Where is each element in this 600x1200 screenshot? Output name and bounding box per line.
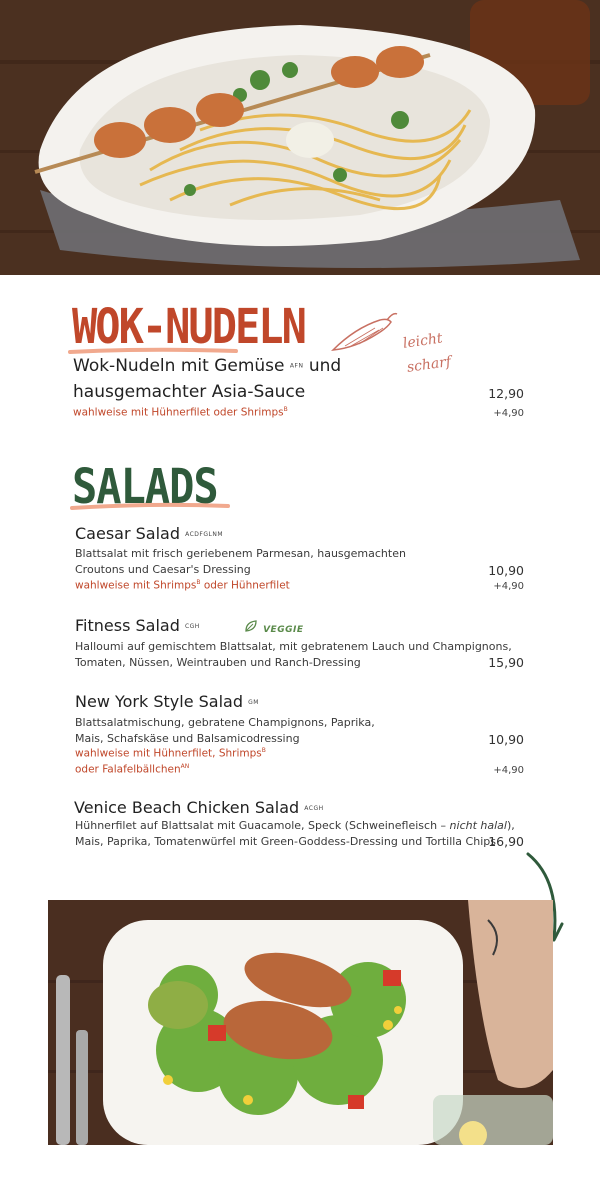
spicy-label-line2: scharf — [406, 353, 453, 376]
veggie-label: VEGGIE — [263, 625, 304, 635]
item-title-text: Caesar Salad — [75, 524, 180, 543]
item-option — [75, 763, 189, 776]
item-description: Mais, Schafskäse und Balsamicodressing — [75, 732, 300, 745]
option-price: +4,90 — [493, 581, 524, 592]
option-sup: B — [283, 406, 288, 413]
item-price: 10,90 — [488, 732, 524, 747]
item-title-part: und — [308, 356, 342, 376]
desc-text: Hühnerfilet auf Blattsalat mit Guacamole, Speck (Schweinefleisch – — [75, 819, 450, 832]
item-price: 16,90 — [488, 834, 524, 849]
option-text: oder Hühnerfilet — [200, 579, 290, 592]
item-description: Blattsalat mit frisch geriebenem Parmesan, hausgemachten — [75, 547, 406, 560]
item-title-text: New York Style Salad — [75, 692, 243, 711]
spicy-label-line1: leicht — [402, 330, 444, 352]
option-sup: AN — [180, 763, 190, 770]
item-option — [75, 579, 290, 592]
allergen-codes: CGH — [184, 623, 200, 630]
item-option — [75, 747, 266, 760]
item-title-text: Fitness Salad — [75, 616, 180, 635]
option-price: +4,90 — [493, 765, 524, 776]
option-sup: B — [261, 747, 266, 754]
option-text: wahlweise mit Hühnerfilet, Shrimps — [75, 747, 262, 760]
photo-chicken-salad — [48, 900, 553, 1145]
photo-wok-noodles — [0, 0, 600, 275]
option-sup: B — [196, 579, 201, 586]
item-price: 10,90 — [488, 563, 524, 578]
chili-icon — [325, 308, 400, 362]
item-price: 12,90 — [488, 386, 524, 401]
allergen-codes: ACGH — [304, 805, 324, 812]
allergen-codes: GM — [248, 699, 259, 706]
menu-item-title — [75, 524, 223, 543]
item-title-part: Wok-Nudeln mit Gemüse — [73, 356, 285, 376]
menu-item-title — [75, 616, 200, 635]
item-description: Halloumi auf gemischtem Blattsalat, mit gebratenem Lauch und Champignons, — [75, 640, 512, 653]
item-option — [73, 406, 288, 419]
leaf-icon — [244, 618, 258, 637]
allergen-codes: ACDFGLNM — [185, 531, 224, 538]
item-description: Blattsalatmischung, gebratene Champignons, Paprika, — [75, 716, 375, 729]
item-description: Mais, Paprika, Tomatenwürfel mit Green-Goddess-Dressing und Tortilla Chips — [75, 835, 496, 848]
menu-item-title-line2: hausgemachter Asia-Sauce — [73, 382, 306, 402]
desc-text: ), — [506, 819, 515, 832]
item-title-text: Venice Beach Chicken Salad — [74, 798, 300, 817]
option-text: oder Falafelbällchen — [75, 763, 181, 776]
item-description: Croutons und Caesar's Dressing — [75, 563, 251, 576]
item-description: Tomaten, Nüssen, Weintrauben und Ranch-Dressing — [75, 656, 361, 669]
heading-underline — [70, 496, 230, 506]
item-price: 15,90 — [488, 655, 524, 670]
menu-item-title — [75, 692, 259, 711]
option-text: wahlweise mit Shrimps — [75, 579, 197, 592]
option-price: +4,90 — [493, 408, 524, 419]
section-heading-wok: WOK-NUDELN — [72, 298, 305, 355]
menu-item-title — [73, 356, 341, 376]
option-text: wahlweise mit Hühnerfilet oder Shrimps — [73, 406, 284, 419]
desc-italic: nicht halal — [449, 819, 507, 832]
section-heading-salads: SALADS — [72, 458, 218, 515]
veggie-badge — [244, 617, 303, 637]
allergen-codes: AFN — [289, 362, 304, 370]
item-description — [75, 818, 515, 834]
heading-underline — [68, 340, 238, 348]
menu-item-title — [74, 798, 324, 817]
